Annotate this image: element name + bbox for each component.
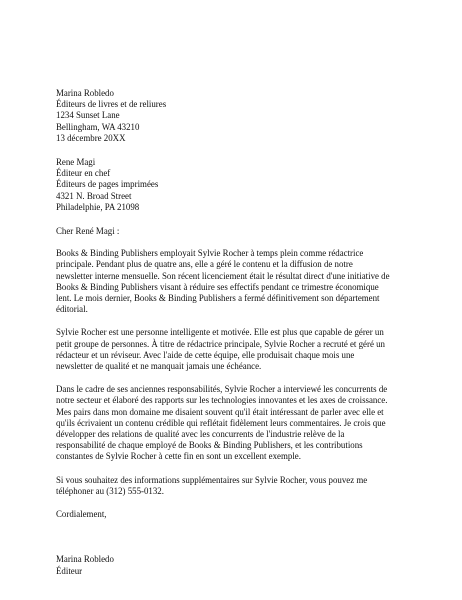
paragraph-line: développer des relations de qualité avec les concurrents de l'industrie relève de la xyxy=(56,429,345,440)
sender-street: 1234 Sunset Lane xyxy=(56,110,120,121)
paragraph-line: Books & Binding Publishers visant à réduire ses effectifs pendant ce trimestre économique xyxy=(56,281,379,292)
paragraph-line: Si vous souhaitez des informations supplémentaires sur Sylvie Rocher, vous pouvez me xyxy=(56,474,368,485)
recipient-city: Philadelphie, PA 21098 xyxy=(56,201,140,212)
signature-block xyxy=(56,554,408,576)
body-paragraph-3 xyxy=(56,384,408,462)
paragraph-line: petit groupe de personnes. À titre de rédactrice principale, Sylvie Rocher a recruté et géré un xyxy=(56,338,385,349)
body-paragraph-1 xyxy=(56,248,408,315)
recipient-street: 4321 N. Broad Street xyxy=(56,190,132,201)
paragraph-line: Dans le cadre de ses anciennes responsabilités, Sylvie Rocher a interviewé les concurrents de xyxy=(56,384,388,395)
paragraph-line: Sylvie Rocher est une personne intelligente et motivée. Elle est plus que capable de gérer un xyxy=(56,327,384,338)
paragraph-line: principale. Pendant plus de quatre ans, elle a géré le contenu et la diffusion de notre xyxy=(56,259,353,270)
recipient-company: Éditeurs de pages imprimées xyxy=(56,179,159,190)
paragraph-line: qu'ils écrivaient un contenu crédible qui reflétait fidèlement leurs commentaires. Je crois que xyxy=(56,417,386,428)
recipient-name: Rene Magi xyxy=(56,157,96,168)
sender-company: Éditeurs de livres et de reliures xyxy=(56,99,167,110)
signature-title: Éditeur xyxy=(56,565,83,576)
paragraph-line: newsletter interne mensuelle. Son récent licenciement était le résultat direct d'une initiative de xyxy=(56,270,390,281)
body-paragraph-2 xyxy=(56,327,408,372)
paragraph-line: constantes de Sylvie Rocher à cette fin en sont un excellent exemple. xyxy=(56,451,301,462)
recipient-address-block xyxy=(56,157,408,213)
letter-body xyxy=(56,88,408,577)
paragraph-line: éditorial. xyxy=(56,304,88,315)
sender-city: Bellingham, WA 43210 xyxy=(56,121,140,132)
paragraph-line: rédacteur et un réviseur. Avec l'aide de cette équipe, elle produisait chaque mois une xyxy=(56,349,355,360)
recipient-title: Éditeur en chef xyxy=(56,168,111,179)
sender-address-block xyxy=(56,88,408,144)
sender-name: Marina Robledo xyxy=(56,88,114,98)
paragraph-line: lent. Le mois dernier, Books & Binding Publishers a fermé définitivement son département xyxy=(56,293,380,304)
salutation: Cher René Magi : xyxy=(56,226,120,237)
paragraph-line: téléphoner au (312) 555-0132. xyxy=(56,485,164,496)
paragraph-line: Books & Binding Publishers employait Sylvie Rocher à temps plein comme rédactrice xyxy=(56,248,364,259)
paragraph-line: Mes pairs dans mon domaine me disaient souvent qu'il était intéressant de parler avec elle et xyxy=(56,406,384,417)
body-paragraph-4 xyxy=(56,475,408,497)
letter-date: 13 décembre 20XX xyxy=(56,132,126,143)
paragraph-line: responsabilité de chaque employé de Books & Binding Publishers, et les contributions xyxy=(56,440,363,451)
paragraph-line: newsletter de qualité et ne manquait jamais une échéance. xyxy=(56,361,262,372)
signature-name: Marina Robledo xyxy=(56,554,114,565)
closing: Cordialement, xyxy=(56,509,107,520)
paragraph-line: notre secteur et élaboré des rapports sur les technologies innovantes et les axes de croissance. xyxy=(56,395,388,406)
